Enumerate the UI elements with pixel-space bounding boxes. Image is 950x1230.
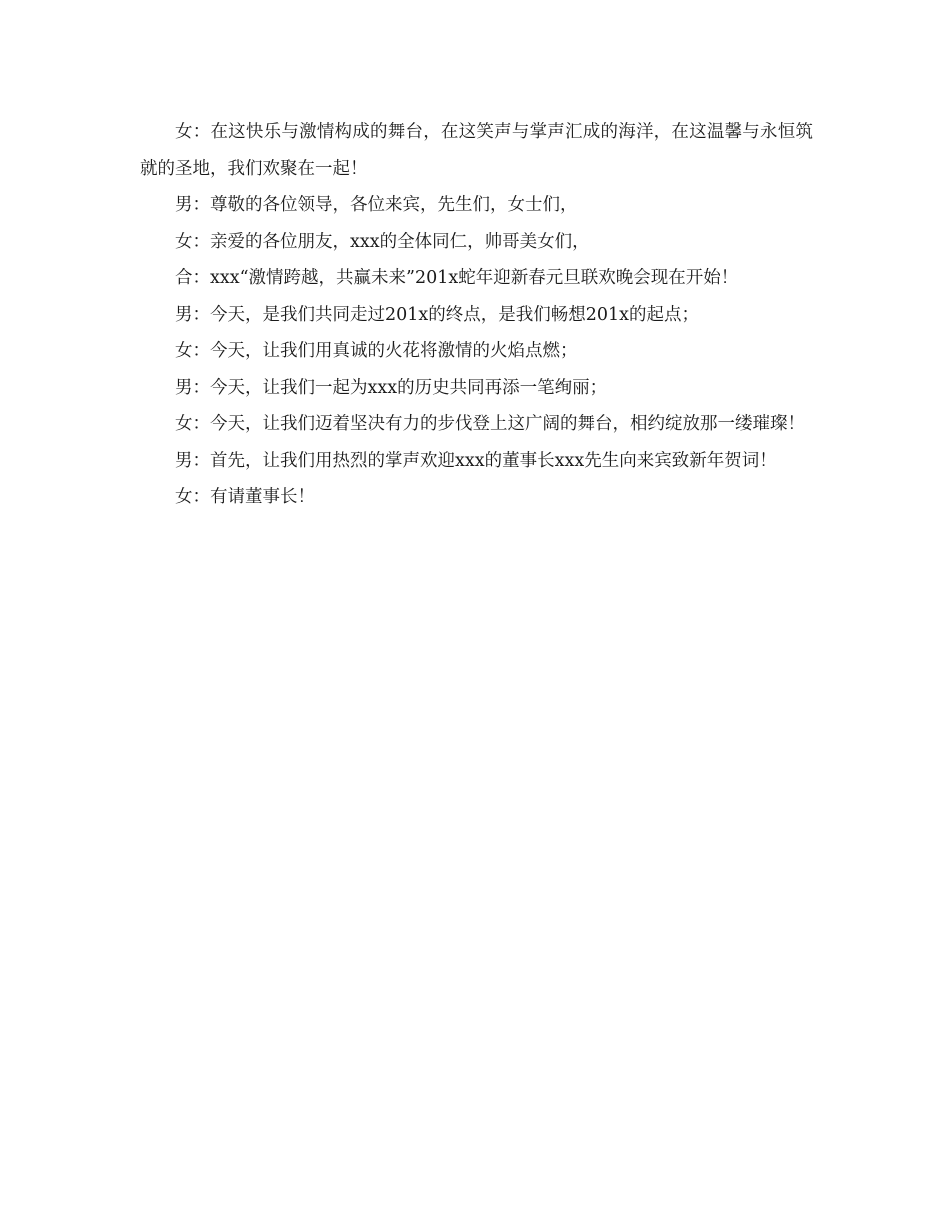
paragraph: 男：首先，让我们用热烈的掌声欢迎xxx的董事长xxx先生向来宾致新年贺词！ (175, 450, 777, 471)
paragraph: 女：有请董事长！ (175, 487, 315, 507)
paragraph: 女：在这快乐与激情构成的舞台，在这笑声与掌声汇成的海洋，在这温馨与永恒筑就的圣地，我们欢聚在一起！ (140, 122, 813, 179)
paragraph: 男：今天，让我们一起为xxx的历史共同再添一笔绚丽； (175, 377, 608, 398)
paragraph: 女：今天，让我们迈着坚决有力的步伐登上这广阔的舞台，相约绽放那一缕璀璨！ (175, 414, 805, 434)
paragraph: 男：尊敬的各位领导，各位来宾，先生们，女士们， (175, 195, 578, 215)
paragraph: 合：xxx“激情跨越，共赢未来”201x蛇年迎新春元旦联欢晚会现在开始！ (175, 268, 739, 288)
paragraph: 女：亲爱的各位朋友，xxx的全体同仁，帅哥美女们， (175, 231, 590, 252)
paragraph: 男：今天，是我们共同走过201x的终点，是我们畅想201x的起点； (175, 304, 700, 325)
paragraph: 女：今天，让我们用真诚的火花将激情的火焰点燃； (175, 341, 578, 361)
document-body (140, 114, 813, 516)
